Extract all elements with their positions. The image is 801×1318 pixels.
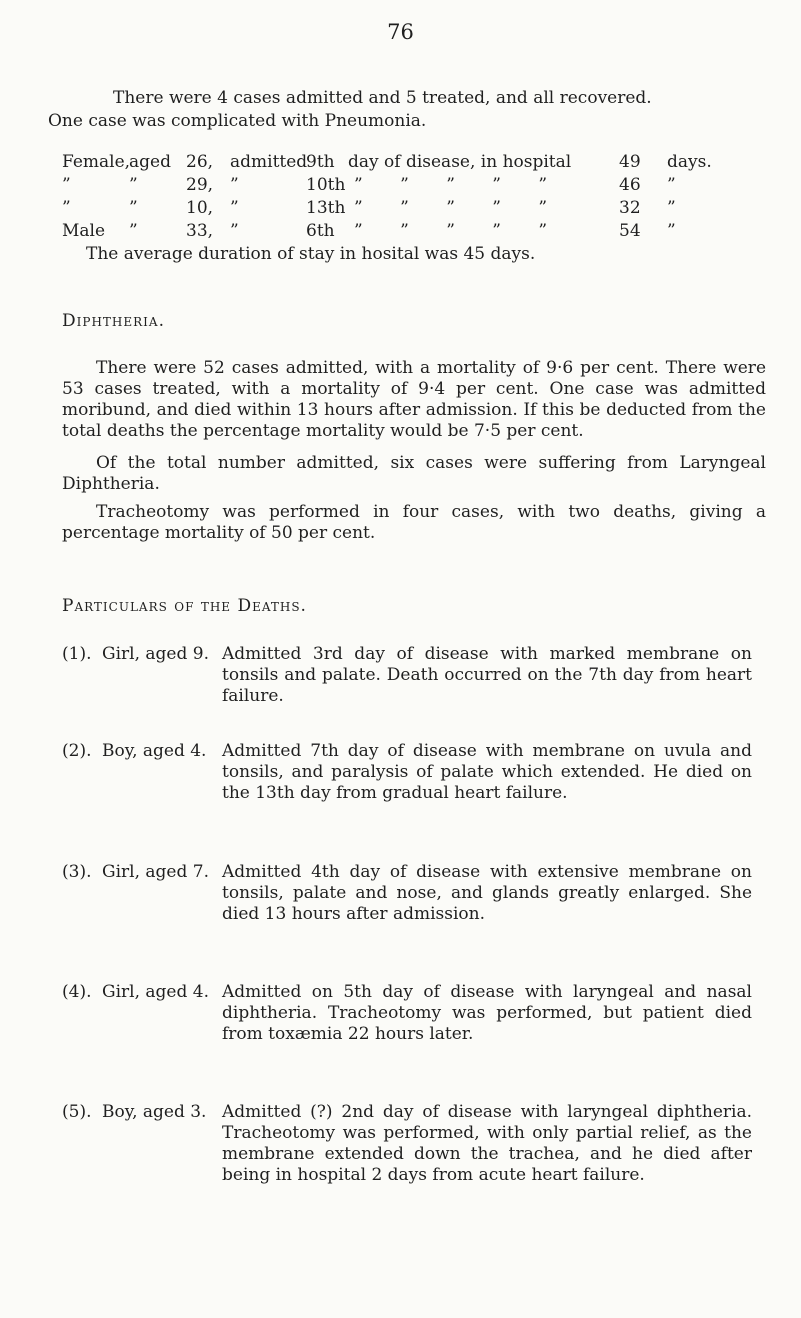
stay-phrase: ” ” ” ” ” <box>354 175 548 195</box>
case-patient: Girl, aged 7. <box>102 862 209 882</box>
stay-days: 49 <box>619 152 641 172</box>
page-number: 76 <box>387 20 414 44</box>
case-number: (4). <box>62 982 92 1002</box>
case-number: (3). <box>62 862 92 882</box>
intro-line-2: One case was complicated with Pneumonia. <box>48 111 427 131</box>
diphtheria-heading: Diphtheria. <box>62 311 165 331</box>
deaths-heading: Particulars of the Deaths. <box>62 596 307 616</box>
stay-phrase: ” ” ” ” ” <box>354 198 548 218</box>
intro-line-1: There were 4 cases admitted and 5 treated, and all recovered. <box>113 88 652 108</box>
stay-row <box>62 152 762 175</box>
case-details: Admitted (?) 2nd day of disease with laryngeal diphtheria. Tracheotomy was performed, with only partial relief, as the membrane extended down the trachea, and he died after being in hospital 2 days from acute heart failure. <box>222 1102 752 1185</box>
stay-table <box>62 152 762 244</box>
age: 33, <box>186 221 214 241</box>
diphtheria-paragraph-1: There were 52 cases admitted, with a mortality of 9·6 per cent. There were 53 cases treated, with a mortality of 9·4 per cent. One case was admitted moribund, and died within 13 hours after admission. If this be deducted from the total deaths the percentage mortality would be 7·5 per cent. <box>62 358 766 441</box>
admission-day: 10th <box>306 175 346 195</box>
case-patient: Boy, aged 3. <box>102 1102 207 1122</box>
stay-days: 32 <box>619 198 641 218</box>
case-number: (2). <box>62 741 92 761</box>
case-patient: Girl, aged 4. <box>102 982 209 1002</box>
aged-label: ” <box>129 221 138 241</box>
sex: Female, <box>62 152 131 172</box>
admitted-label: ” <box>230 198 239 218</box>
age: 29, <box>186 175 214 195</box>
stay-days: 46 <box>619 175 641 195</box>
admission-day: 13th <box>306 198 346 218</box>
case-number: (5). <box>62 1102 92 1122</box>
diphtheria-paragraph-2: Of the total number admitted, six cases were suffering from Laryngeal Diphtheria. <box>62 453 766 494</box>
admitted-label: ” <box>230 221 239 241</box>
case-details: Admitted on 5th day of disease with laryngeal and nasal diphtheria. Tracheotomy was performed, but patient died from toxæmia 22 hours later. <box>222 982 752 1044</box>
stay-phrase: day of disease, in hospital <box>348 152 572 172</box>
stay-row <box>62 221 762 244</box>
aged-label: ” <box>129 198 138 218</box>
case-patient: Girl, aged 9. <box>102 644 209 664</box>
age: 26, <box>186 152 214 172</box>
admitted-label: admitted <box>230 152 308 172</box>
average-stay: The average duration of stay in hosital was 45 days. <box>86 244 536 264</box>
sex: Male <box>62 221 106 241</box>
aged-label: aged <box>129 152 171 172</box>
case-details: Admitted 7th day of disease with membrane on uvula and tonsils, and paralysis of palate which extended. He died on the 13th day from gradual heart failure. <box>222 741 752 803</box>
admitted-label: ” <box>230 175 239 195</box>
sex: ” <box>62 175 71 195</box>
stay-unit: ” <box>667 175 676 195</box>
stay-unit: ” <box>667 198 676 218</box>
admission-day: 9th <box>306 152 335 172</box>
stay-row <box>62 198 762 221</box>
age: 10, <box>186 198 214 218</box>
stay-phrase: ” ” ” ” ” <box>354 221 548 241</box>
stay-days: 54 <box>619 221 641 241</box>
sex: ” <box>62 198 71 218</box>
case-patient: Boy, aged 4. <box>102 741 207 761</box>
case-number: (1). <box>62 644 92 664</box>
aged-label: ” <box>129 175 138 195</box>
stay-row <box>62 175 762 198</box>
stay-unit: days. <box>667 152 712 172</box>
case-details: Admitted 3rd day of disease with marked membrane on tonsils and palate. Death occurred on the 7th day from heart failure. <box>222 644 752 706</box>
admission-day: 6th <box>306 221 335 241</box>
stay-unit: ” <box>667 221 676 241</box>
diphtheria-paragraph-3: Tracheotomy was performed in four cases, with two deaths, giving a percentage mortality of 50 per cent. <box>62 502 766 543</box>
case-details: Admitted 4th day of disease with extensive membrane on tonsils, palate and nose, and glands greatly enlarged. She died 13 hours after admission. <box>222 862 752 924</box>
